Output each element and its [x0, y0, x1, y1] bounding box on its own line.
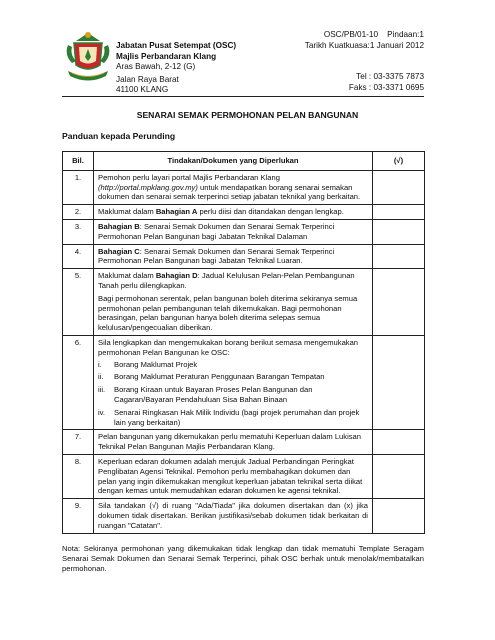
table-row	[63, 244, 425, 269]
row-number: 7.	[63, 430, 94, 455]
doc-reference	[305, 30, 424, 51]
row-text: Bahagian C: Senarai Semak Dokumen dan Senarai Semak Terperinci Permohonan Pelan Bangunan bagi Jabatan Teknikal Luaran.	[94, 244, 373, 269]
address-line-1: Aras Bawah, 2-12 (G)	[116, 62, 196, 72]
portal-link[interactable]: (http://portal.mpklang.gov.my)	[98, 182, 198, 192]
row-number: 8.	[63, 454, 94, 498]
contact-info	[349, 72, 424, 93]
check-cell[interactable]	[373, 244, 425, 269]
list-item: iv. Senarai Ringkasan Hak Milik Individu (bagi projek perumahan dan projek lain yang berkaitan)	[98, 407, 360, 427]
check-cell[interactable]	[373, 205, 425, 220]
table-row	[63, 430, 425, 455]
table-row	[63, 335, 425, 429]
row-text: Keperluan edaran dokumen adalah merujuk Jadual Perbandingan Peringkat Penglibatan Agensi Teknikal. Pemohon perlu membahagikan dokumen dan pelan yang ingin dikemukakan mengikut keperluan jabatan teknikal serta diikat dengan kemas untuk memudahkan edaran dokumen ke agensi teknikal.	[94, 454, 373, 498]
row-number: 4.	[63, 244, 94, 269]
row-number: 6.	[63, 335, 94, 429]
telephone: Tel : 03-3375 7873	[356, 72, 424, 81]
check-cell[interactable]	[373, 430, 425, 455]
row-text: Bahagian B: Senarai Semak Dokumen dan Senarai Semak Terperinci Permohonan Pelan Bangunan bagi Jabatan Teknikal Dalaman	[94, 219, 373, 244]
effective-date: Tarikh Kuatkuasa:1 Januari 2012	[304, 40, 424, 50]
table-header-row	[63, 152, 425, 171]
guide-heading: Panduan kepada Perunding	[62, 131, 176, 141]
footnote: Nota: Sekiranya permohonan yang dikemukakan tidak lengkap dan tidak mematuhi Template Seragam Senarai Semak Dokumen dan Senarai Semak Terperinci, pihak OSC berhak untuk menolak/membatalkan permohonan.	[62, 544, 424, 573]
list-item: iii. Borang Kiraan untuk Bayaran Proses Pelan Bangunan dan Cagaran/Bayaran Pendahuluan Sisa Bahan Binaan	[98, 385, 313, 404]
check-cell[interactable]	[373, 499, 425, 533]
row-number: 3.	[63, 219, 94, 244]
row-number: 5.	[63, 269, 94, 336]
col-header-action: Tindakan/Dokumen yang Diperlukan	[94, 152, 373, 171]
table-row	[63, 269, 425, 336]
row-text: Sila lengkapkan dan mengemukakan borang berikut semasa mengemukakan permohonan Pelan Bangunan ke OSC: i. Borang Maklumat Projek ii. Borang Maklumat Peraturan Penggunaan Barangan Tempatan iii. Borang Kiraan untuk Bayaran Proses Pelan Bangunan dan Cagaran/Bayaran Pendahuluan Sisa Bahan Binaan iv. Senarai Ringkasan Hak Milik Individu (bagi projek perumahan dan projek lain yang berkaitan)	[94, 335, 373, 429]
list-item: ii. Borang Maklumat Peraturan Penggunaan Barangan Tempatan	[98, 372, 325, 382]
col-header-no: Bil.	[63, 152, 94, 171]
org-name: Jabatan Pusat Setempat (OSC)	[116, 41, 237, 50]
check-cell[interactable]	[373, 269, 425, 336]
check-cell[interactable]	[373, 335, 425, 429]
doc-revision: Pindaan:1	[387, 30, 424, 39]
council-name: Majlis Perbandaran Klang	[116, 51, 217, 61]
table-row	[63, 219, 425, 244]
table-row	[63, 170, 425, 204]
doc-code: OSC/PB/01-10	[323, 30, 378, 39]
table-row	[63, 499, 425, 533]
address-line-2: Jalan Raya Barat	[116, 74, 179, 84]
table-row	[63, 454, 425, 498]
row-number: 1.	[63, 170, 94, 204]
page-title: SENARAI SEMAK PERMOHONAN PELAN BANGUNAN	[136, 110, 359, 120]
check-cell[interactable]	[373, 170, 425, 204]
row-number: 9.	[63, 499, 94, 533]
checklist-table	[62, 151, 425, 534]
row-text: Maklumat dalam Bahagian A perlu diisi dan ditandakan dengan lengkap.	[94, 205, 373, 220]
check-cell[interactable]	[373, 219, 425, 244]
row-text: Maklumat dalam Bahagian D: Jadual Kelulusan Pelan-Pelan Pembangunan Tanah perlu dilengkapkan. Bagi permohonan serentak, pelan bangunan boleh diterima sekiranya semua permohonan pelan pembangunan telah dikemukakan. Bagi permohonan berasingan, pelan bangunan hanya boleh diterima selepas semua kelulusan/pengecualian diberikan.	[94, 269, 373, 336]
address-line-3: 41100 KLANG	[116, 85, 169, 95]
row-text: Sila tandakan (√) di ruang "Ada/Tiada" jika dokumen disertakan dan (x) jika dokumen tidak disertakan. Berikan justifikasi/sebab dokumen tidak berkaitan di ruangan "Catatan".	[94, 499, 373, 533]
row-text: Pemohon perlu layari portal Majlis Perbandaran Klang (http://portal.mpklang.gov.my) untuk mendapatkan borang senarai semakan dokumen dan senarai semak terperinci setiap jabatan teknikal yang berkaitan.	[94, 170, 373, 204]
row-extra-text: Bagi permohonan serentak, pelan bangunan boleh diterima sekiranya semua permohonan pelan pembangunan telah dikemukakan. Bagi permohonan berasingan, pelan bangunan hanya boleh diterima selepas semua kelulusan/pengecualian diberikan.	[98, 293, 358, 333]
table-row	[63, 205, 425, 220]
mpk-crest-icon	[62, 27, 114, 87]
row-text: Pelan bangunan yang dikemukakan perlu mematuhi Keperluan dalam Lukisan Teknikal Pelan Bangunan Majlis Perbandaran Klang.	[94, 430, 373, 455]
col-header-check: (√)	[373, 152, 425, 171]
org-address	[116, 41, 236, 96]
list-item: i. Borang Maklumat Projek	[98, 359, 198, 369]
row-number: 2.	[63, 205, 94, 220]
fax: Faks : 03-3371 0695	[348, 82, 424, 92]
header-divider	[62, 96, 424, 97]
check-cell[interactable]	[373, 454, 425, 498]
